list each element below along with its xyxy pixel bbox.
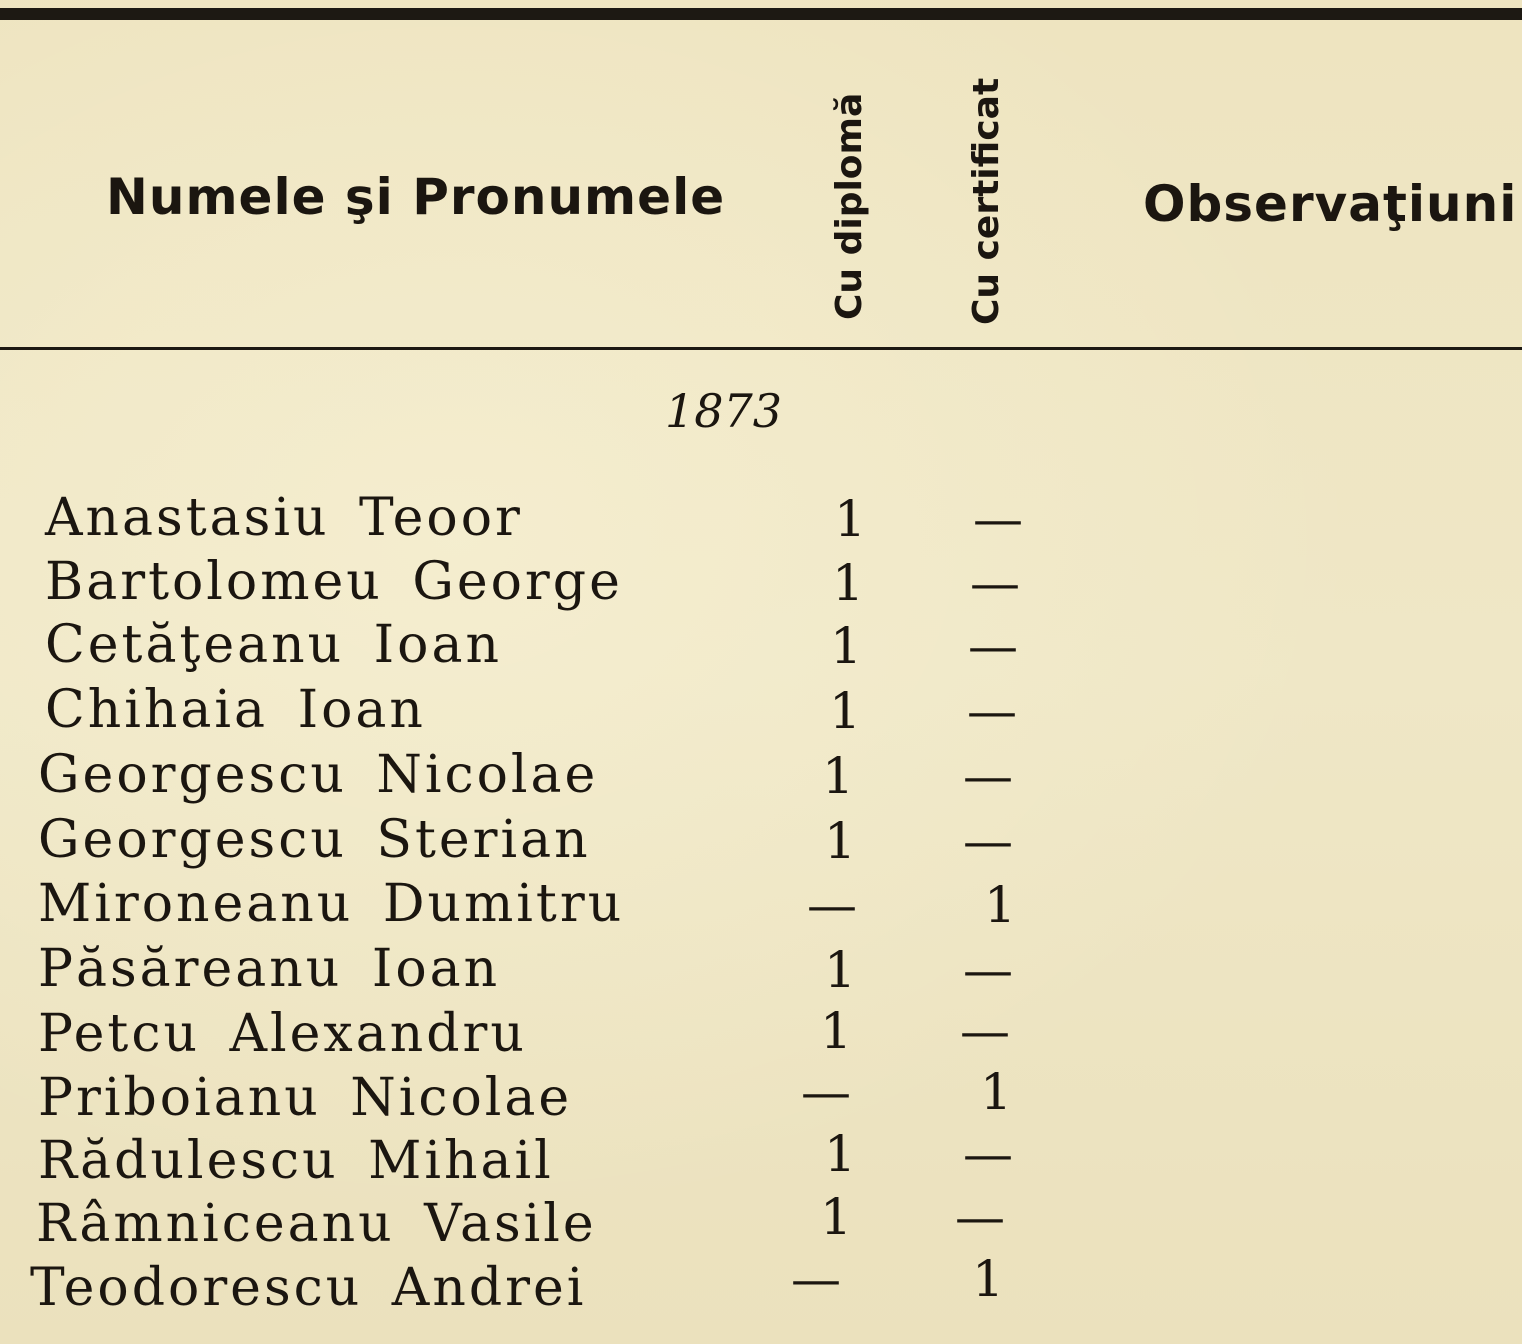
table-row-diploma: —	[807, 876, 857, 934]
year-heading: 1873	[665, 384, 783, 438]
table-row-certificate: —	[963, 941, 1013, 999]
table-row-name: Georgescu Sterian	[38, 810, 591, 870]
table-row-diploma: —	[791, 1250, 841, 1308]
table-row-certificate: —	[970, 554, 1020, 612]
table-row-diploma: 1	[832, 554, 864, 612]
header-rule	[0, 347, 1522, 350]
table-row-certificate: —	[968, 617, 1018, 675]
table-row-name: Georgescu Nicolae	[38, 745, 599, 805]
table-row-name: Rădulescu Mihail	[38, 1131, 554, 1191]
table-row-certificate: —	[963, 812, 1013, 870]
table-row-name: Râmniceanu Vasile	[36, 1194, 597, 1254]
table-row-diploma: 1	[820, 1002, 852, 1060]
table-row-diploma: 1	[824, 812, 856, 870]
table-row-name: Mironeanu Dumitru	[38, 874, 625, 934]
table-row-certificate: —	[967, 682, 1017, 740]
table-row-certificate: —	[963, 1125, 1013, 1183]
table-row-certificate: 1	[984, 876, 1016, 934]
table-row-diploma: 1	[830, 617, 862, 675]
table-row-name: Anastasiu Teoor	[45, 488, 523, 548]
header-diploma-column: Cu diplomă	[829, 92, 870, 320]
top-rule	[0, 8, 1522, 20]
table-row-name: Bartolomeu George	[45, 552, 623, 612]
table-row-name: Teodorescu Andrei	[30, 1258, 587, 1318]
table-row-diploma: —	[801, 1063, 851, 1121]
table-row-diploma: 1	[822, 747, 854, 805]
table-row-name: Păsăreanu Ioan	[38, 939, 501, 999]
table-row-certificate: —	[973, 490, 1023, 548]
header-name-column: Numele şi Pronumele	[106, 168, 726, 226]
table-row-name: Petcu Alexandru	[38, 1004, 527, 1064]
table-row-certificate: —	[963, 747, 1013, 805]
table-row-certificate: —	[955, 1188, 1005, 1246]
table-row-name: Cetăţeanu Ioan	[45, 615, 502, 675]
header-certificate-column: Cu certificat	[966, 77, 1007, 325]
table-row-diploma: 1	[824, 941, 856, 999]
table-row-certificate: 1	[980, 1063, 1012, 1121]
table-row-name: Priboianu Nicolae	[38, 1068, 573, 1128]
table-row-name: Chihaia Ioan	[45, 680, 426, 740]
table-row-certificate: —	[960, 1002, 1010, 1060]
table-row-diploma: 1	[834, 490, 866, 548]
table-row-certificate: 1	[972, 1250, 1004, 1308]
table-row-diploma: 1	[824, 1125, 856, 1183]
header-observations-column: Observaţiuni	[1143, 175, 1518, 233]
table-row-diploma: 1	[829, 682, 861, 740]
table-row-diploma: 1	[820, 1188, 852, 1246]
